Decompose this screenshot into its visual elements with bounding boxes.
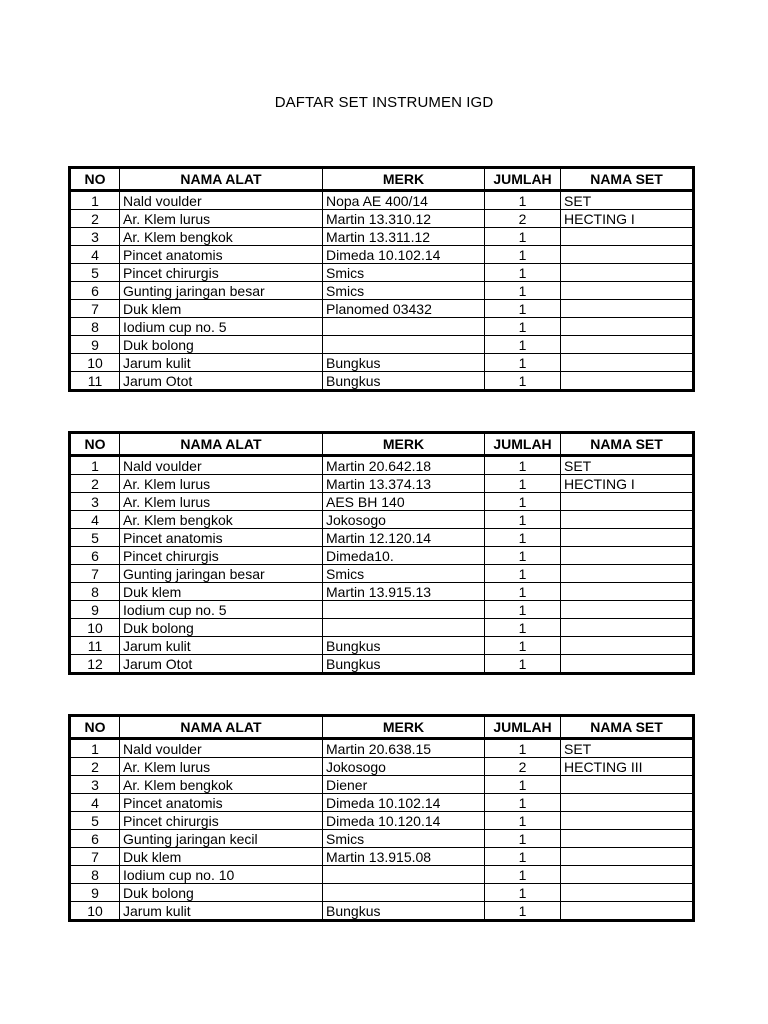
merk-cell: Martin 13.374.13 (323, 475, 485, 493)
jumlah-cell: 1 (485, 866, 561, 884)
no-cell: 4 (70, 794, 120, 812)
nama-set-cell (561, 830, 694, 848)
nama-set-cell (561, 848, 694, 866)
jumlah-cell: 1 (485, 812, 561, 830)
table-row (70, 739, 694, 758)
no-cell: 4 (70, 246, 120, 264)
no-cell: 5 (70, 264, 120, 282)
no-cell: 9 (70, 336, 120, 354)
jumlah-cell: 1 (485, 637, 561, 655)
nama-alat-cell: Ar. Klem bengkok (120, 776, 323, 794)
table-row (70, 866, 694, 884)
jumlah-cell: 1 (485, 776, 561, 794)
no-cell: 8 (70, 318, 120, 336)
nama-alat-cell: Nald voulder (120, 739, 323, 758)
nama-alat-cell: Ar. Klem lurus (120, 210, 323, 228)
merk-cell: Martin 13.310.12 (323, 210, 485, 228)
table-row (70, 776, 694, 794)
nama-set-cell (561, 812, 694, 830)
nama-alat-cell: Gunting jaringan kecil (120, 830, 323, 848)
merk-cell (323, 866, 485, 884)
nama-alat-cell: Pincet chirurgis (120, 264, 323, 282)
column-header-jml: JUMLAH (485, 433, 561, 456)
nama-set-cell (561, 565, 694, 583)
jumlah-cell: 1 (485, 529, 561, 547)
jumlah-cell: 2 (485, 758, 561, 776)
table-row (70, 848, 694, 866)
nama-set-cell: SET (561, 456, 694, 475)
jumlah-cell: 1 (485, 264, 561, 282)
table-row (70, 228, 694, 246)
column-header-no: NO (70, 433, 120, 456)
no-cell: 3 (70, 493, 120, 511)
jumlah-cell: 1 (485, 511, 561, 529)
jumlah-cell: 1 (485, 300, 561, 318)
jumlah-cell: 1 (485, 547, 561, 565)
merk-cell: Jokosogo (323, 758, 485, 776)
column-header-jml: JUMLAH (485, 168, 561, 191)
jumlah-cell: 1 (485, 246, 561, 264)
jumlah-cell: 1 (485, 583, 561, 601)
nama-alat-cell: Duk klem (120, 300, 323, 318)
jumlah-cell: 1 (485, 372, 561, 391)
merk-cell: Smics (323, 830, 485, 848)
instrument-table-3 (68, 714, 695, 922)
no-cell: 6 (70, 282, 120, 300)
merk-cell (323, 884, 485, 902)
merk-cell: Planomed 03432 (323, 300, 485, 318)
merk-cell (323, 318, 485, 336)
column-header-set: NAMA SET (561, 716, 694, 739)
nama-alat-cell: Iodium cup no. 5 (120, 318, 323, 336)
instrument-table-2 (68, 431, 695, 675)
merk-cell: Dimeda 10.102.14 (323, 246, 485, 264)
table-row (70, 547, 694, 565)
column-header-nama: NAMA ALAT (120, 168, 323, 191)
jumlah-cell: 1 (485, 456, 561, 475)
no-cell: 6 (70, 547, 120, 565)
nama-alat-cell: Iodium cup no. 10 (120, 866, 323, 884)
table-row (70, 456, 694, 475)
table-row (70, 637, 694, 655)
nama-set-cell (561, 372, 694, 391)
column-header-set: NAMA SET (561, 168, 694, 191)
table-row (70, 812, 694, 830)
column-header-no: NO (70, 168, 120, 191)
jumlah-cell: 1 (485, 601, 561, 619)
table-row (70, 511, 694, 529)
jumlah-cell: 1 (485, 336, 561, 354)
nama-set-cell (561, 493, 694, 511)
table-row (70, 282, 694, 300)
merk-cell: Martin 13.311.12 (323, 228, 485, 246)
table-row (70, 372, 694, 391)
nama-set-cell (561, 884, 694, 902)
instrument-table-1 (68, 166, 695, 392)
table-row (70, 601, 694, 619)
nama-set-cell: HECTING I (561, 210, 694, 228)
table-row (70, 300, 694, 318)
column-header-nama: NAMA ALAT (120, 716, 323, 739)
jumlah-cell: 1 (485, 475, 561, 493)
nama-set-cell (561, 282, 694, 300)
merk-cell: Bungkus (323, 655, 485, 674)
no-cell: 9 (70, 884, 120, 902)
merk-cell: Dimeda10. (323, 547, 485, 565)
nama-alat-cell: Gunting jaringan besar (120, 565, 323, 583)
no-cell: 11 (70, 637, 120, 655)
nama-alat-cell: Gunting jaringan besar (120, 282, 323, 300)
jumlah-cell: 1 (485, 848, 561, 866)
jumlah-cell: 1 (485, 191, 561, 210)
nama-alat-cell: Iodium cup no. 5 (120, 601, 323, 619)
nama-set-cell (561, 794, 694, 812)
table-row (70, 354, 694, 372)
table-row (70, 884, 694, 902)
nama-set-cell: HECTING III (561, 758, 694, 776)
nama-alat-cell: Jarum kulit (120, 637, 323, 655)
table-row (70, 902, 694, 921)
nama-set-cell: SET (561, 191, 694, 210)
nama-alat-cell: Pincet anatomis (120, 529, 323, 547)
merk-cell: Bungkus (323, 372, 485, 391)
jumlah-cell: 1 (485, 794, 561, 812)
nama-set-cell (561, 511, 694, 529)
table-row (70, 830, 694, 848)
table-row (70, 583, 694, 601)
nama-alat-cell: Duk bolong (120, 884, 323, 902)
no-cell: 9 (70, 601, 120, 619)
nama-alat-cell: Nald voulder (120, 191, 323, 210)
nama-set-cell (561, 866, 694, 884)
nama-alat-cell: Pincet anatomis (120, 794, 323, 812)
jumlah-cell: 1 (485, 655, 561, 674)
nama-set-cell (561, 529, 694, 547)
header-row (70, 716, 694, 739)
nama-alat-cell: Duk bolong (120, 336, 323, 354)
page-title: DAFTAR SET INSTRUMEN IGD (274, 94, 494, 111)
nama-alat-cell: Jarum kulit (120, 902, 323, 921)
column-header-merk: MERK (323, 716, 485, 739)
merk-cell (323, 336, 485, 354)
merk-cell: Martin 20.642.18 (323, 456, 485, 475)
nama-alat-cell: Ar. Klem lurus (120, 758, 323, 776)
nama-set-cell: HECTING I (561, 475, 694, 493)
table-row (70, 619, 694, 637)
table-row (70, 655, 694, 674)
merk-cell: Martin 20.638.15 (323, 739, 485, 758)
jumlah-cell: 1 (485, 282, 561, 300)
jumlah-cell: 1 (485, 830, 561, 848)
merk-cell: Dimeda 10.120.14 (323, 812, 485, 830)
nama-alat-cell: Ar. Klem lurus (120, 475, 323, 493)
nama-alat-cell: Pincet anatomis (120, 246, 323, 264)
column-header-set: NAMA SET (561, 433, 694, 456)
merk-cell: AES BH 140 (323, 493, 485, 511)
no-cell: 10 (70, 619, 120, 637)
merk-cell: Smics (323, 282, 485, 300)
jumlah-cell: 1 (485, 565, 561, 583)
nama-set-cell (561, 354, 694, 372)
table-row (70, 264, 694, 282)
no-cell: 7 (70, 565, 120, 583)
jumlah-cell: 1 (485, 318, 561, 336)
nama-alat-cell: Jarum Otot (120, 372, 323, 391)
nama-set-cell: SET (561, 739, 694, 758)
merk-cell: Martin 13.915.08 (323, 848, 485, 866)
merk-cell: Nopa AE 400/14 (323, 191, 485, 210)
no-cell: 3 (70, 776, 120, 794)
nama-alat-cell: Ar. Klem bengkok (120, 228, 323, 246)
jumlah-cell: 1 (485, 739, 561, 758)
merk-cell: Dimeda 10.102.14 (323, 794, 485, 812)
nama-set-cell (561, 547, 694, 565)
nama-alat-cell: Ar. Klem lurus (120, 493, 323, 511)
table-row (70, 318, 694, 336)
merk-cell (323, 601, 485, 619)
nama-alat-cell: Pincet chirurgis (120, 547, 323, 565)
nama-set-cell (561, 601, 694, 619)
nama-alat-cell: Nald voulder (120, 456, 323, 475)
column-header-merk: MERK (323, 433, 485, 456)
jumlah-cell: 2 (485, 210, 561, 228)
no-cell: 2 (70, 210, 120, 228)
merk-cell: Martin 12.120.14 (323, 529, 485, 547)
merk-cell: Jokosogo (323, 511, 485, 529)
table-row (70, 565, 694, 583)
nama-set-cell (561, 336, 694, 354)
merk-cell: Smics (323, 264, 485, 282)
nama-alat-cell: Jarum Otot (120, 655, 323, 674)
table-row (70, 794, 694, 812)
column-header-nama: NAMA ALAT (120, 433, 323, 456)
nama-set-cell (561, 228, 694, 246)
table-row (70, 246, 694, 264)
nama-set-cell (561, 300, 694, 318)
nama-set-cell (561, 318, 694, 336)
merk-cell: Bungkus (323, 902, 485, 921)
nama-set-cell (561, 655, 694, 674)
jumlah-cell: 1 (485, 884, 561, 902)
no-cell: 2 (70, 758, 120, 776)
nama-set-cell (561, 264, 694, 282)
no-cell: 3 (70, 228, 120, 246)
merk-cell: Bungkus (323, 637, 485, 655)
no-cell: 6 (70, 830, 120, 848)
table-row (70, 475, 694, 493)
jumlah-cell: 1 (485, 354, 561, 372)
nama-set-cell (561, 776, 694, 794)
nama-alat-cell: Duk klem (120, 583, 323, 601)
jumlah-cell: 1 (485, 619, 561, 637)
table-row (70, 529, 694, 547)
table-row (70, 191, 694, 210)
no-cell: 2 (70, 475, 120, 493)
table-row (70, 493, 694, 511)
no-cell: 7 (70, 848, 120, 866)
column-header-no: NO (70, 716, 120, 739)
merk-cell: Diener (323, 776, 485, 794)
no-cell: 8 (70, 866, 120, 884)
merk-cell: Bungkus (323, 354, 485, 372)
nama-alat-cell: Ar. Klem bengkok (120, 511, 323, 529)
nama-alat-cell: Jarum kulit (120, 354, 323, 372)
header-row (70, 433, 694, 456)
nama-set-cell (561, 619, 694, 637)
table-row (70, 758, 694, 776)
table-row (70, 210, 694, 228)
no-cell: 1 (70, 456, 120, 475)
jumlah-cell: 1 (485, 493, 561, 511)
no-cell: 10 (70, 902, 120, 921)
no-cell: 8 (70, 583, 120, 601)
jumlah-cell: 1 (485, 902, 561, 921)
no-cell: 12 (70, 655, 120, 674)
no-cell: 5 (70, 812, 120, 830)
no-cell: 1 (70, 191, 120, 210)
column-header-jml: JUMLAH (485, 716, 561, 739)
no-cell: 1 (70, 739, 120, 758)
no-cell: 7 (70, 300, 120, 318)
no-cell: 5 (70, 529, 120, 547)
jumlah-cell: 1 (485, 228, 561, 246)
header-row (70, 168, 694, 191)
column-header-merk: MERK (323, 168, 485, 191)
nama-set-cell (561, 583, 694, 601)
nama-alat-cell: Duk klem (120, 848, 323, 866)
nama-set-cell (561, 637, 694, 655)
table-row (70, 336, 694, 354)
nama-set-cell (561, 246, 694, 264)
nama-alat-cell: Pincet chirurgis (120, 812, 323, 830)
no-cell: 4 (70, 511, 120, 529)
merk-cell: Martin 13.915.13 (323, 583, 485, 601)
merk-cell (323, 619, 485, 637)
no-cell: 10 (70, 354, 120, 372)
merk-cell: Smics (323, 565, 485, 583)
nama-alat-cell: Duk bolong (120, 619, 323, 637)
no-cell: 11 (70, 372, 120, 391)
nama-set-cell (561, 902, 694, 921)
